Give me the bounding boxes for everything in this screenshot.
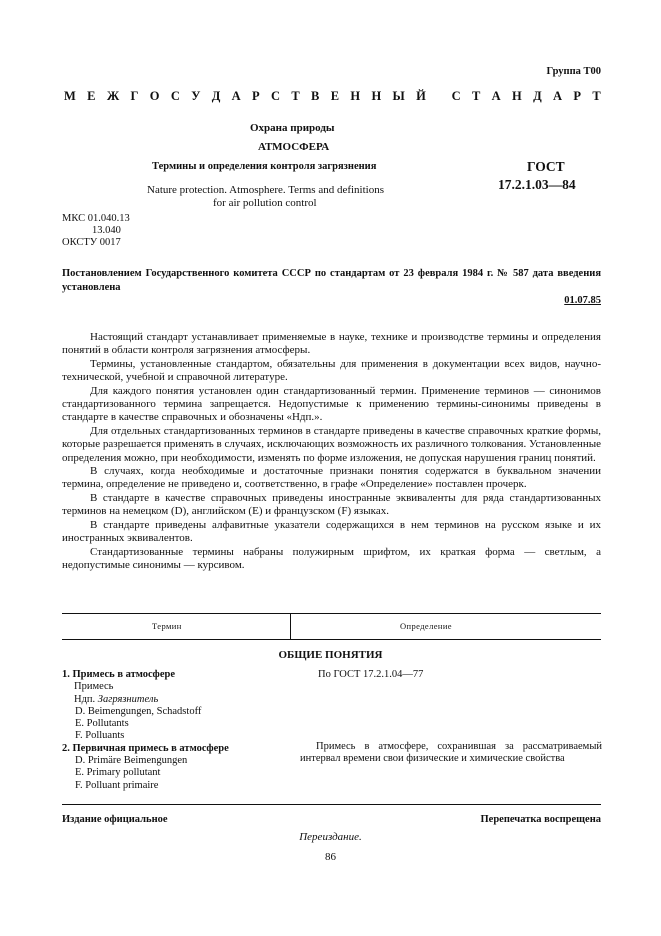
banner-letter: М [64, 89, 76, 103]
gost-label: ГОСТ [527, 159, 565, 174]
banner-letter: Д [533, 89, 542, 103]
banner-letter: С [451, 89, 461, 103]
term-2-definition: Примесь в атмосфере, сохранившая за рассматриваемый интервал времени свои физические и химические свойства [300, 741, 602, 765]
banner-letter: В [311, 89, 320, 103]
page-number: 86 [325, 851, 336, 863]
term-1-french: F. Polluants [75, 730, 125, 742]
term-1-english: E. Pollutants [75, 718, 129, 730]
reprint-forbidden: Перепечатка воспрещена [480, 814, 601, 825]
banner-letter: Т [471, 89, 481, 103]
mks-code-1: МКС 01.040.13 [62, 213, 130, 224]
banner-letter: С [271, 89, 281, 103]
english-title-line-2: for air pollution control [213, 197, 317, 209]
banner-letter: Г [130, 89, 139, 103]
banner-letter: А [553, 89, 563, 103]
banner-letter: Ж [106, 89, 120, 103]
banner-letter: Н [350, 89, 361, 103]
footer-divider [62, 804, 601, 805]
introduction-date: 01.07.85 [564, 295, 601, 306]
mks-code-2: 13.040 [92, 225, 121, 236]
banner-letter: Й [416, 89, 426, 103]
intro-paragraph: В стандарте приведены алфавитные указатели содержащихся в нем терминов на русском языке и их иностранных эквивалентов. [62, 518, 601, 545]
intro-paragraph: Стандартизованные термины набраны полужирным шрифтом, их краткая форма — светлым, а недопустимые синонимы — курсивом. [62, 545, 601, 571]
term-1-german: D. Beimengungen, Schadstoff [75, 705, 202, 717]
standard-banner [64, 89, 601, 104]
intro-paragraph: Для каждого понятия установлен один стандартизованный термин. Применение терминов — синонимов стандартизованного термина запрещается. Недопустимые к применению термины-синонимы приведены в стандарте в качестве справочных и обозначены «Ндп.». [62, 384, 601, 424]
term-1-ndp [62, 694, 229, 706]
introduction [62, 331, 601, 572]
title-line-3: Термины и определения контроля загрязнения [152, 161, 377, 172]
banner-letter: А [491, 89, 501, 103]
banner-letter: Н [371, 89, 382, 103]
term-2-german: D. Primäre Beimengungen [75, 755, 188, 767]
english-title-line-1: Nature protection. Atmosphere. Terms and definitions [147, 184, 384, 196]
okstu-code: ОКСТУ 0017 [62, 237, 121, 248]
ndp-term: Загрязнитель [97, 693, 159, 705]
term-2-english: E. Primary pollutant [75, 767, 161, 779]
banner-letter: Т [291, 89, 300, 103]
intro-paragraph: Термины, установленные стандартом, обязательны для применения в документации всех видов, научно-технической, учебной и справочной литературе. [62, 357, 601, 384]
banner-letter: Е [87, 89, 96, 103]
ndp-label: Ндп. [74, 693, 98, 705]
intro-paragraph: В стандарте в качестве справочных приведены иностранные эквиваленты для ряда стандартизованных терминов на немецком (D), английском (Е) и французском (F) языках. [62, 491, 601, 518]
banner-letter: С [170, 89, 180, 103]
term-1-title: 1. Примесь в атмосфере [62, 669, 175, 680]
title-line-1: Охрана природы [250, 122, 335, 134]
column-header-term: Термин [152, 621, 182, 631]
term-2-title: 2. Первичная примесь в атмосфере [62, 742, 229, 754]
banner-letter: Д [211, 89, 221, 103]
terms-table-header [62, 613, 601, 640]
column-header-definition: Определение [400, 621, 452, 631]
intro-paragraph: Настоящий стандарт устанавливает применяемые в науке, технике и производстве термины и определения понятий в области контроля загрязнения атмосферы. [62, 331, 601, 357]
intro-paragraph: В случаях, когда необходимые и достаточные признаки понятия содержатся в буквальном значении термина, определение не приведено и, соответственно, в графе «Определение» поставлен прочерк. [62, 465, 601, 491]
banner-letter: Р [252, 89, 260, 103]
banner-letter: Н [512, 89, 522, 103]
decree-text: Постановлением Государственного комитета СССР по стандартам от 23 февраля 1984 г. № 587 дата введения установлена [62, 268, 601, 293]
banner-letter: Ы [392, 89, 405, 103]
banner-letter: Е [330, 89, 340, 103]
section-title: ОБЩИЕ ПОНЯТИЯ [278, 649, 383, 661]
reissue-note: Переиздание. [299, 831, 362, 843]
official-edition: Издание официальное [62, 814, 168, 825]
banner-letter: Р [573, 89, 582, 103]
banner-letter: А [231, 89, 241, 103]
term-1-definition: По ГОСТ 17.2.1.04—77 [318, 669, 424, 680]
banner-letter: О [149, 89, 160, 103]
banner-letter: У [191, 89, 201, 103]
group-code: Группа Т00 [546, 66, 601, 77]
gost-number: 17.2.1.03—84 [498, 177, 576, 192]
title-line-2: АТМОСФЕРА [258, 141, 330, 153]
column-divider [290, 614, 291, 639]
term-1-short-form: Примесь [74, 681, 114, 693]
banner-gap [437, 89, 440, 104]
banner-letter: Т [592, 89, 601, 103]
term-2-french: F. Polluant primaire [75, 779, 159, 791]
intro-paragraph: Для отдельных стандартизованных терминов в стандарте приведены в качестве справочных краткие формы, которые разрешается применять в случаях, исключающих возможность их различного толкования. Установленные определения можно, при необходимости, изменять по форме изложения, не допуская нарушения границ понятий. [62, 424, 601, 464]
terms-column [62, 669, 229, 792]
classification-codes [62, 213, 130, 249]
